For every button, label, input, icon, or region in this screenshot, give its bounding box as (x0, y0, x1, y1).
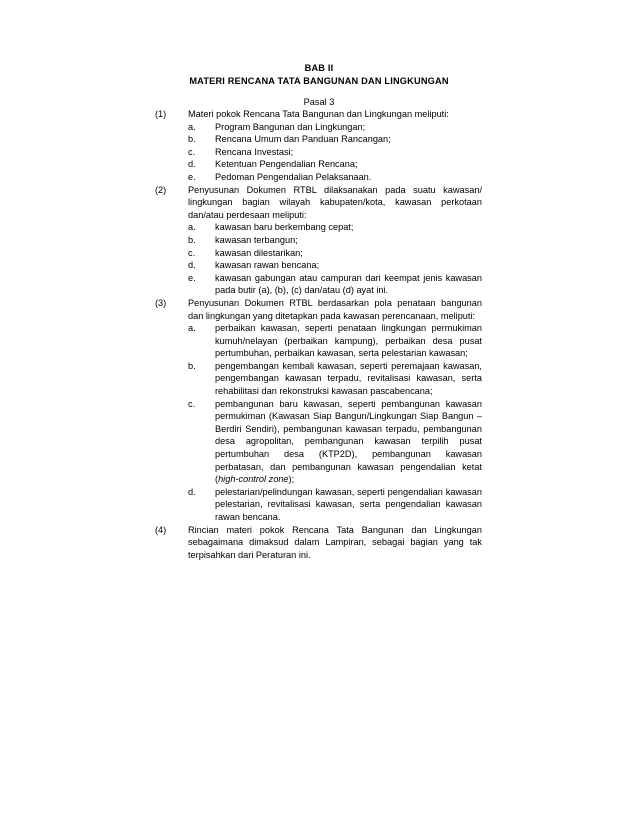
list-item (188, 259, 482, 272)
list-text-with-term (215, 398, 482, 486)
term-open: ( (215, 474, 219, 485)
term-close: ); (288, 474, 295, 485)
paragraph-text: Penyusunan Dokumen RTBL dilaksanakan pada suatu kawasan/ lingkungan bagian wilayah kabupaten/kota, kawasan perkotaan dan/atau perdesaan meliputi: (188, 184, 482, 220)
list-text: kawasan gabungan atau campuran dari keempat jenis kawasan pada butir (a), (b), (c) dan/atau (d) ayat ini. (215, 272, 482, 296)
list-item (188, 247, 482, 260)
list-letter: a. (188, 222, 196, 233)
list-text: pengembangan kembali kawasan, seperti peremajaan kawasan, pengembangan kawasan terpadu, revitalisasi kawasan, serta rehabilitasi dan rekonstruksi kawasan pascabencana; (215, 360, 482, 397)
list-item (188, 272, 482, 297)
list-text: Ketentuan Pengendalian Rencana; (215, 159, 358, 170)
list-letter: d. (188, 159, 196, 170)
list-letter: e. (188, 272, 196, 283)
list-text: kawasan terbangun; (215, 234, 298, 245)
list-letter: b. (188, 234, 196, 245)
chapter-number: BAB II (304, 63, 334, 73)
paragraph-text: Materi pokok Rencana Tata Bangunan dan Lingkungan meliputi: (188, 109, 449, 119)
paragraph-number: (2) (155, 184, 167, 195)
list-item (188, 121, 482, 134)
list-text: perbaikan kawasan, seperti penataan lingkungan permukiman kumuh/nelayan (perbaikan kampung), perbaikan desa pusat pertumbuhan, perbaikan kawasan, serta pelestarian kawasan; (215, 323, 482, 359)
chapter-title: MATERI RENCANA TATA BANGUNAN DAN LINGKUNGAN (189, 76, 449, 86)
list-letter: d. (188, 486, 196, 497)
list-item (188, 234, 482, 247)
list-text: Pedoman Pengendalian Pelaksanaan. (215, 171, 372, 182)
list-letter: b. (188, 360, 196, 371)
list-letter: e. (188, 171, 196, 182)
list-text: Program Bangunan dan Lingkungan; (215, 121, 366, 132)
list-letter: a. (188, 121, 196, 132)
list-letter: c. (188, 146, 196, 157)
list-item (188, 171, 482, 184)
list-item (188, 221, 482, 234)
paragraph-number: (1) (155, 109, 167, 119)
paragraph-4 (155, 524, 482, 562)
list-letter: c. (188, 247, 196, 258)
list-text: kawasan rawan bencana; (215, 260, 320, 271)
paragraph-number: (4) (155, 524, 167, 535)
paragraph-body (188, 524, 482, 562)
list-item (188, 322, 482, 360)
article-body (155, 108, 482, 561)
list-text: kawasan baru berkembang cepat; (215, 222, 354, 233)
list-letter: c. (188, 398, 196, 409)
list-item (188, 133, 482, 146)
paragraph-2 (155, 184, 482, 297)
paragraph-body (188, 184, 482, 297)
paragraph-1 (155, 108, 482, 184)
list-text: Rencana Umum dan Panduan Rancangan; (215, 134, 391, 145)
list-text: pembangunan baru kawasan, seperti pembangunan kawasan permukiman (Kawasan Siap Bangun/Lingkungan Siap Bangun – Berdiri Sendiri), pembangunan kawasan terpadu, pembangunan desa agropolitan, pembangunan kawasan terpilih pusat pertumbuhan desa (KTP2D), pembangunan kawasan perbatasan, dan pembangunan kawasan pengendalian ketat (215, 398, 482, 472)
list-letter: b. (188, 134, 196, 145)
paragraph-number: (3) (155, 297, 167, 308)
article-heading: Pasal 3 (303, 97, 335, 107)
list-letter: d. (188, 260, 196, 271)
list-letter: a. (188, 323, 196, 334)
list-item (188, 146, 482, 159)
list-item (188, 158, 482, 171)
list-item (188, 486, 482, 524)
paragraph-body (188, 108, 482, 184)
paragraph-text: Rincian materi pokok Rencana Tata Bangunan dan Lingkungan sebagaimana dimaksud dalam Lampiran, sebagai bagian yang tak terpisahkan dari Peraturan ini. (188, 524, 482, 560)
paragraph-3 (155, 297, 482, 524)
list-text: kawasan dilestarikan; (215, 247, 303, 258)
paragraph-text: Penyusunan Dokumen RTBL berdasarkan pola penataan bangunan dan lingkungan yang ditetapkan pada kawasan perencanaan, meliputi: (188, 297, 482, 321)
list-text: pelestarian/pelindungan kawasan, seperti pengendalian kawasan pelestarian, revitalisasi kawasan, serta pengendalian kawasan rawan bencana. (215, 486, 482, 522)
list-item (188, 398, 482, 486)
italic-term: high-control zone (218, 474, 289, 485)
paragraph-body (188, 297, 482, 524)
list-text: Rencana Investasi; (215, 146, 294, 157)
list-item (188, 360, 482, 398)
